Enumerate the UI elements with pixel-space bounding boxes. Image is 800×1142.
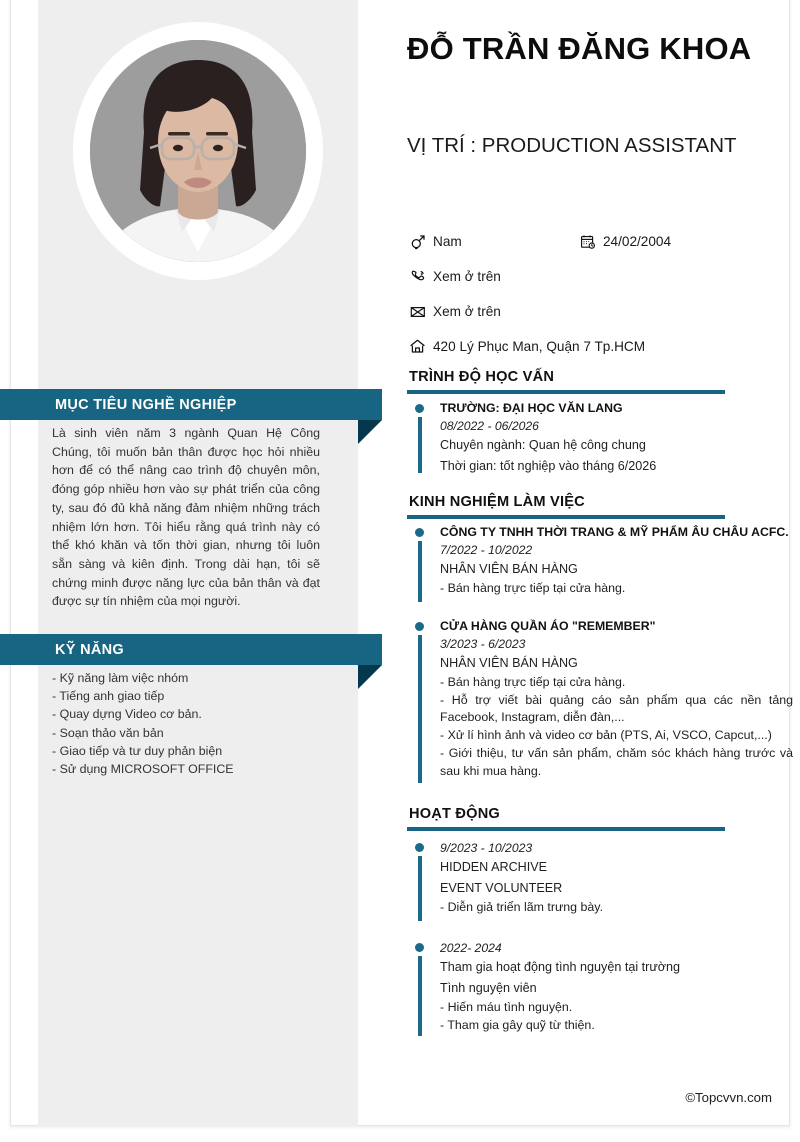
- experience-bullet: - Bán hàng trực tiếp tại cửa hàng.: [440, 581, 626, 595]
- experience-company: CỬA HÀNG QUẦN ÁO "REMEMBER": [440, 618, 656, 633]
- skills-title: KỸ NĂNG: [55, 641, 124, 658]
- experience-bullet: - Hỗ trợ viết bài quảng cáo sản phẩm qua các nền tảng Facebook, Instagram, diễn đàn,...: [440, 692, 793, 725]
- gender-icon: [409, 233, 426, 250]
- calendar-icon: [579, 233, 596, 250]
- timeline-bar: [418, 956, 422, 1037]
- activities-section-heading: [407, 806, 725, 831]
- objective-ribbon-fold: [358, 420, 382, 444]
- contact-info: [409, 224, 779, 364]
- contact-row: [409, 259, 779, 294]
- skill-item: - Quay dựng Video cơ bản.: [52, 707, 202, 722]
- experience-title: KINH NGHIỆM LÀM VIỆC: [409, 494, 585, 510]
- timeline-bar: [418, 417, 422, 473]
- timeline-dot: [415, 622, 424, 631]
- contact-row: [409, 224, 779, 259]
- email-icon: [409, 303, 426, 320]
- timeline-dot: [415, 528, 424, 537]
- education-title: TRÌNH ĐỘ HỌC VẤN: [409, 369, 555, 385]
- contact-address: [409, 338, 645, 355]
- contact-birthday: [579, 233, 671, 250]
- candidate-name: ĐỖ TRẦN ĐĂNG KHOA: [407, 31, 752, 66]
- activity-entry: [415, 939, 793, 1041]
- objective-text: Là sinh viên năm 3 ngành Quan Hệ Công Chúng, tôi muốn bản thân được học hỏi nhiều hơn để có thể nâng cao trình độ chuyên môn, đóng góp nhiều hơn vào sự phát triển của công ty, sau đó đủ khả năng đảm nhiệm những trách nhiệm lớn hơn. Tôi hiểu rằng quá trình này có thể khó khăn và tốn thời gian, nhưng tôi luôn sẵn sàng và kiên định. Trong dài hạn, tôi sẽ chứng minh được năng lực của bản thân và đạt được sự tín nhiệm của mọi người.: [52, 426, 320, 609]
- contact-row: [409, 329, 779, 364]
- experience-company: CÔNG TY TNHH THỜI TRANG & MỸ PHẨM ÂU CHÂU ACFC.: [440, 525, 789, 539]
- education-section-heading: [407, 369, 725, 394]
- home-icon: [409, 338, 426, 355]
- experience-timeline: [415, 524, 793, 787]
- timeline-bar: [418, 541, 422, 602]
- skill-item: - Soạn thảo văn bản: [52, 725, 164, 740]
- skills-ribbon-fold: [358, 665, 382, 689]
- activity-org: HIDDEN ARCHIVE: [440, 860, 548, 874]
- contact-gender: [409, 233, 462, 250]
- activity-org: Tham gia hoạt động tình nguyện tại trường: [440, 959, 681, 974]
- contact-phone-text: Xem ở trên: [433, 269, 501, 284]
- experience-entry: [415, 524, 793, 606]
- experience-entry: [415, 618, 793, 787]
- activity-bullet: - Diễn giả triển lãm trưng bày.: [440, 900, 604, 914]
- objective-ribbon: [0, 389, 382, 420]
- footer-credit: ©Topcvvn.com: [685, 1090, 772, 1105]
- activities-timeline: [415, 838, 793, 1040]
- activities-title: HOẠT ĐỘNG: [409, 806, 500, 822]
- skill-item: - Sử dụng MICROSOFT OFFICE: [52, 762, 234, 777]
- avatar: [73, 22, 323, 280]
- avatar-photo: [90, 40, 306, 262]
- timeline-dot: [415, 404, 424, 413]
- activity-role: EVENT VOLUNTEER: [440, 881, 563, 895]
- timeline-bar: [418, 635, 422, 783]
- candidate-position: VỊ TRÍ : PRODUCTION ASSISTANT: [407, 134, 737, 157]
- activity-date: 9/2023 - 10/2023: [440, 841, 533, 855]
- experience-bullet: - Xử lí hình ảnh và video cơ bản (PTS, Ai, VSCO, Capcut,...): [440, 728, 772, 743]
- contact-address-text: 420 Lý Phục Man, Quận 7 Tp.HCM: [433, 339, 646, 354]
- portrait-illustration: [90, 40, 306, 262]
- experience-role: NHÂN VIÊN BÁN HÀNG: [440, 562, 578, 576]
- contact-email-text: Xem ở trên: [433, 304, 501, 319]
- phone-icon: [409, 268, 426, 285]
- activity-entry: [415, 839, 793, 925]
- skills-ribbon: [0, 634, 382, 665]
- experience-section-heading: [407, 494, 725, 519]
- contact-email: [409, 303, 501, 320]
- skill-item: - Giao tiếp và tư duy phản biện: [52, 743, 223, 758]
- activity-bullet: - Hiến máu tình nguyện.: [440, 999, 573, 1014]
- section-rule: [407, 390, 725, 394]
- education-major: Chuyên ngành: Quan hệ công chung: [440, 438, 646, 452]
- experience-role: NHÂN VIÊN BÁN HÀNG: [440, 655, 578, 670]
- experience-bullet: - Bán hàng trực tiếp tại cửa hàng.: [440, 674, 626, 689]
- contact-gender-text: Nam: [433, 234, 462, 249]
- objective-title: MỤC TIÊU NGHỀ NGHIỆP: [55, 396, 237, 413]
- education-entry: [415, 400, 793, 477]
- skills-list: [52, 669, 332, 778]
- activity-bullet: - Tham gia gây quỹ từ thiện.: [440, 1017, 595, 1032]
- experience-date: 3/2023 - 6/2023: [440, 636, 526, 651]
- contact-birthday-text: 24/02/2004: [603, 234, 672, 249]
- education-date: 08/2022 - 06/2026: [440, 419, 539, 433]
- contact-phone: [409, 268, 501, 285]
- timeline-dot: [415, 843, 424, 852]
- activity-date: 2022- 2024: [440, 940, 502, 955]
- education-graduation: Thời gian: tốt nghiệp vào tháng 6/2026: [440, 459, 657, 473]
- education-timeline: [415, 400, 793, 477]
- timeline-dot: [415, 943, 424, 952]
- skill-item: - Tiếng anh giao tiếp: [52, 689, 165, 704]
- education-school: TRƯỜNG: ĐẠI HỌC VĂN LANG: [440, 401, 623, 415]
- activity-role: Tình nguyện viên: [440, 980, 537, 995]
- section-rule: [407, 827, 725, 831]
- section-rule: [407, 515, 725, 519]
- skill-item: - Kỹ năng làm việc nhóm: [52, 671, 189, 685]
- experience-bullet: - Giới thiệu, tư vấn sản phẩm, chăm sóc khách hàng trước và sau khi mua hàng.: [440, 745, 793, 778]
- contact-row: [409, 294, 779, 329]
- timeline-bar: [418, 856, 422, 921]
- experience-date: 7/2022 - 10/2022: [440, 543, 533, 557]
